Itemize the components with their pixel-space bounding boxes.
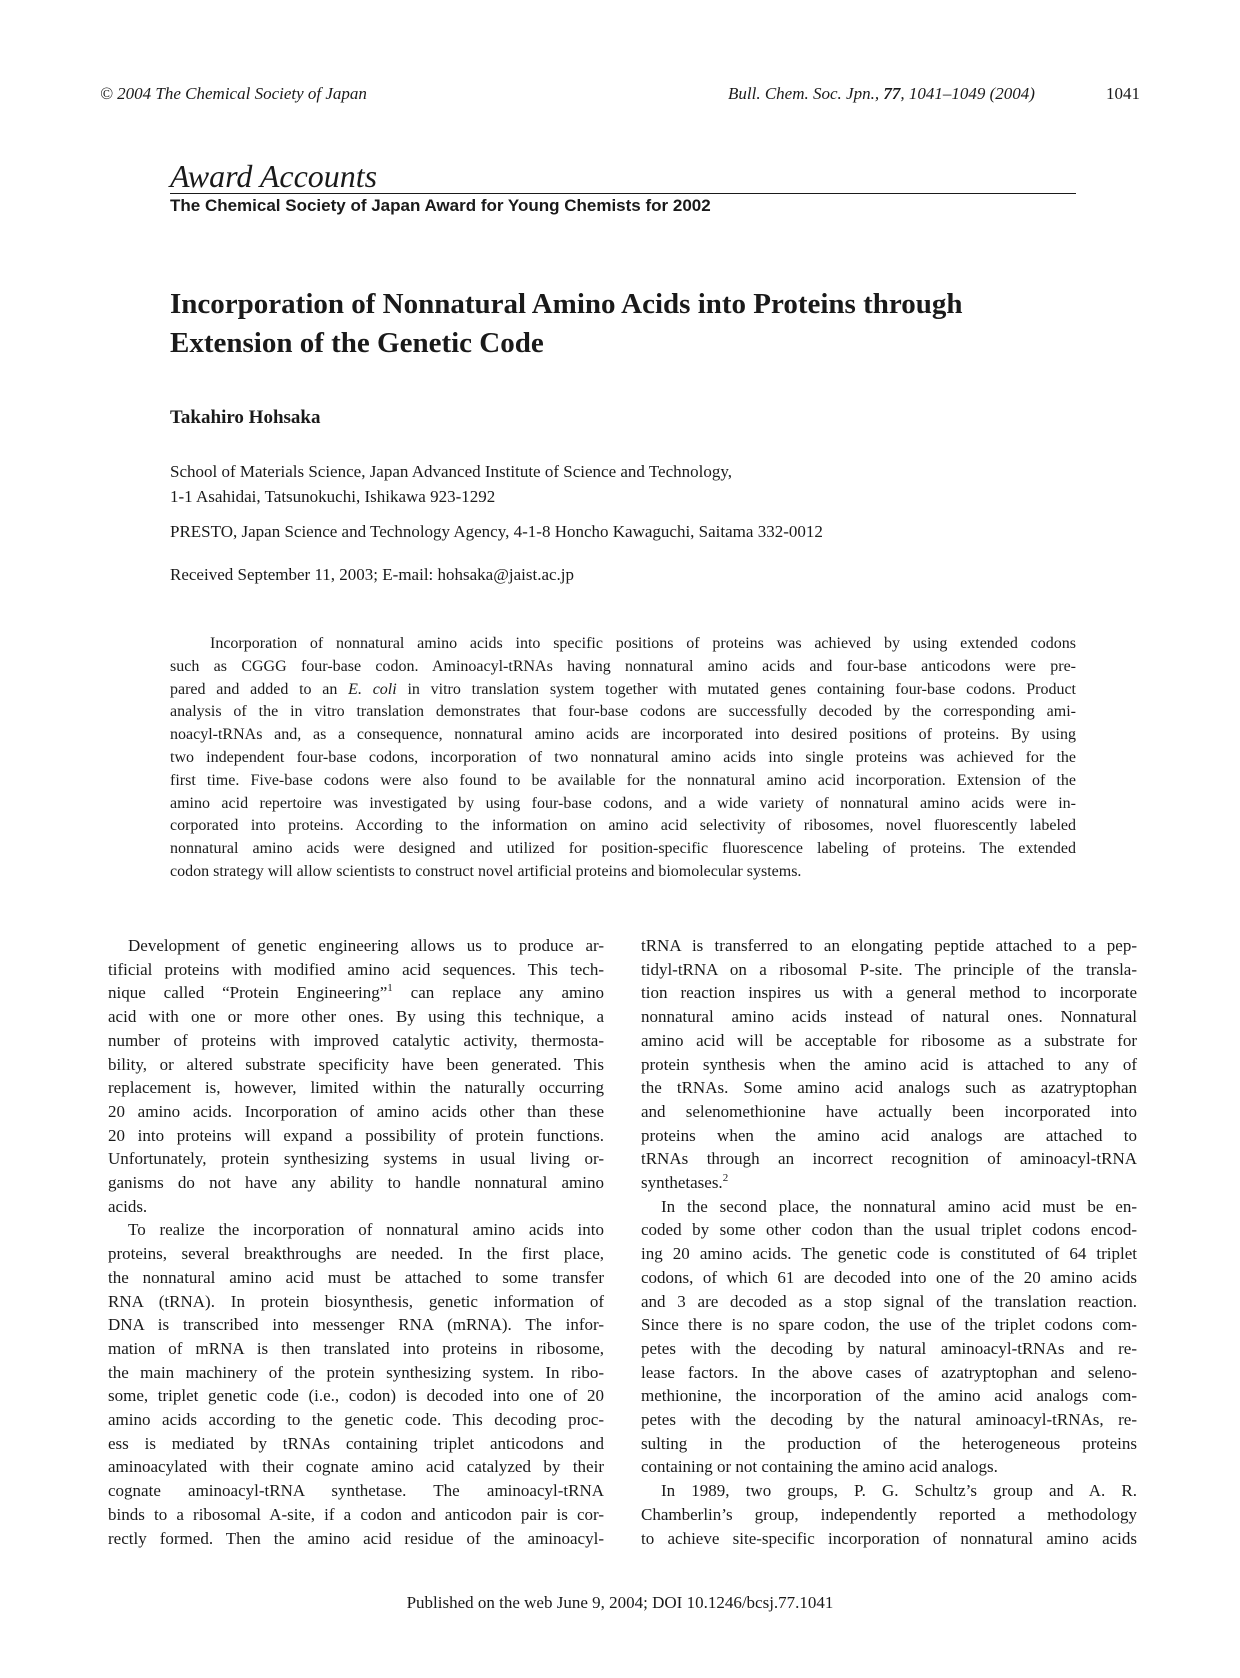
award-line: The Chemical Society of Japan Award for Young Chemists for 2002 (170, 196, 711, 215)
body-line: codons, of which 61 are decoded into one of the 20 amino acids (641, 1267, 1137, 1287)
body-column-left (108, 934, 604, 1550)
body-line: number of proteins with improved catalytic activity, thermosta- (108, 1030, 604, 1050)
body-line: acid with one or more other ones. By using this technique, a (108, 1007, 604, 1027)
body-line: amino acids according to the genetic code. This decoding proc- (108, 1410, 604, 1430)
abstract (170, 633, 1076, 884)
body-line: In the second place, the nonnatural amino acid must be en- (661, 1196, 1137, 1216)
body-line: petes with the decoding by the natural aminoacyl-tRNAs, re- (641, 1410, 1137, 1430)
abstract-line: first time. Five-base codons were also found to be available for the nonnatural amino acid incorporation. Extension of the (170, 771, 1076, 789)
body-line-text: nique called “Protein Engineering” (108, 983, 388, 1003)
journal-volume: 77 (883, 84, 901, 103)
body-line: petes with the decoding by natural aminoacyl-tRNAs and re- (641, 1338, 1137, 1358)
abstract-line: amino acid repertoire was investigated by using four-base codons, and a wide variety of nonnatural amino acids were in- (170, 794, 1076, 812)
body-line: To realize the incorporation of nonnatural amino acids into (128, 1220, 604, 1240)
body-line: binds to a ribosomal A-site, if a codon and anticodon pair is cor- (108, 1504, 604, 1524)
body-line: ing 20 amino acids. The genetic code is constituted of 64 triplet (641, 1244, 1137, 1264)
section-rule (170, 193, 1076, 194)
journal-name: Bull. Chem. Soc. Jpn., (728, 84, 880, 103)
body-line: In 1989, two groups, P. G. Schultz’s group and A. R. (661, 1481, 1137, 1501)
body-line: Development of genetic engineering allows us to produce ar- (128, 936, 604, 955)
body-line: aminoacylated with their cognate amino acid catalyzed by their (108, 1457, 604, 1477)
organism-name: E. coli (348, 680, 397, 698)
publication-footer: Published on the web June 9, 2004; DOI 10.1246/bcsj.77.1041 (406, 1593, 834, 1612)
body-line (108, 981, 604, 1005)
body-line: to achieve site-specific incorporation of nonnatural amino acids (641, 1528, 1137, 1548)
affiliation-2: PRESTO, Japan Science and Technology Agency, 4-1-8 Honcho Kawaguchi, Saitama 332-0012 (170, 522, 823, 541)
body-line: tion reaction inspires us with a general method to incorporate (641, 983, 1137, 1003)
received-date-email: Received September 11, 2003; E-mail: hohsaka@jaist.ac.jp (170, 565, 575, 584)
body-line: RNA (tRNA). In protein biosynthesis, genetic information of (108, 1291, 604, 1311)
abstract-line: corporated into proteins. According to the information on amino acid selectivity of ribosomes, novel fluorescently labeled (170, 817, 1076, 835)
body-column-right (641, 934, 1137, 1550)
body-line: coded by some other codon than the usual triplet codons encod- (641, 1220, 1137, 1240)
abstract-line: analysis of the in vitro translation demonstrates that four-base codons are successfully decoded by the corresponding ami- (170, 703, 1076, 721)
body-line: Chamberlin’s group, independently reported a methodology (641, 1504, 1137, 1524)
affiliation-1 (170, 459, 1076, 509)
body-line: Unfortunately, protein synthesizing systems in usual living or- (108, 1149, 604, 1169)
body-line: proteins, several breakthroughs are needed. In the first place, (108, 1244, 604, 1264)
copyright-header: © 2004 The Chemical Society of Japan (100, 84, 367, 103)
reference-superscript[interactable]: 1 (387, 982, 393, 995)
section-label: Award Accounts (170, 158, 378, 194)
body-line: acids. (108, 1196, 148, 1216)
body-line (641, 1171, 1137, 1195)
article-title (170, 285, 1070, 363)
body-line: 20 amino acids. Incorporation of amino acids other than these (108, 1101, 604, 1121)
abstract-line: pared and added to an E. coli in vitro translation system together with mutated genes containing four-base codons. Product (170, 680, 1077, 698)
journal-citation (728, 84, 1035, 104)
body-line: proteins when the amino acid analogs are attached to (641, 1125, 1137, 1145)
body-line: ess is mediated by tRNAs containing triplet anticodons and (108, 1433, 604, 1453)
body-line: replacement is, however, limited within the naturally occurring (108, 1078, 604, 1098)
reference-superscript[interactable]: 2 (722, 1172, 729, 1185)
abstract-line: nonnatural amino acids were designed and utilized for position-specific fluorescence labeling of proteins. The extended (170, 840, 1076, 858)
abstract-line: Incorporation of nonnatural amino acids into specific positions of proteins was achieved by using extended codons (210, 635, 1076, 652)
title-line: Extension of the Genetic Code (170, 327, 544, 359)
body-line: rectly formed. Then the amino acid residue of the aminoacyl- (108, 1528, 604, 1548)
page-number: 1041 (1106, 84, 1140, 103)
body-line: ganisms do not have any ability to handle nonnatural amino (108, 1173, 604, 1193)
author-name: Takahiro Hohsaka (170, 407, 321, 428)
body-line: containing or not containing the amino acid analogs. (641, 1457, 998, 1477)
body-line: protein synthesis when the amino acid is attached to any of (641, 1054, 1137, 1074)
body-line: tRNA is transferred to an elongating peptide attached to a pep- (641, 936, 1137, 955)
body-line-text: synthetases. (641, 1173, 723, 1193)
abstract-line: two independent four-base codons, incorporation of two nonnatural amino acids into single proteins was achieved for the (170, 748, 1076, 766)
body-line: tidyl-tRNA on a ribosomal P-site. The principle of the transla- (641, 959, 1137, 979)
body-line: nonnatural amino acids instead of natural ones. Nonnatural (641, 1007, 1137, 1027)
body-line: some, triplet genetic code (i.e., codon) is decoded into one of 20 (108, 1386, 604, 1406)
affiliation-line: 1-1 Asahidai, Tatsunokuchi, Ishikawa 923-1292 (170, 487, 496, 506)
body-line: tificial proteins with modified amino acid sequences. This tech- (108, 959, 604, 979)
body-line: mation of mRNA is then translated into proteins in ribosome, (108, 1338, 604, 1358)
body-line: and 3 are decoded as a stop signal of the translation reaction. (641, 1291, 1137, 1311)
body-line: cognate aminoacyl-tRNA synthetase. The aminoacyl-tRNA (108, 1481, 604, 1501)
body-line: the tRNAs. Some amino acid analogs such as azatryptophan (641, 1078, 1137, 1098)
body-line: DNA is transcribed into messenger RNA (mRNA). The infor- (108, 1315, 604, 1335)
body-line: lease factors. In the above cases of azatryptophan and seleno- (641, 1362, 1137, 1382)
journal-pages-year: , 1041–1049 (2004) (900, 84, 1035, 103)
abstract-line: codon strategy will allow scientists to construct novel artificial proteins and biomolecular systems. (170, 862, 802, 880)
body-line: methionine, the incorporation of the amino acid analogs com- (641, 1386, 1137, 1406)
body-line: tRNAs through an incorrect recognition of aminoacyl-tRNA (641, 1149, 1137, 1169)
body-line: bility, or altered substrate specificity have been generated. This (108, 1054, 604, 1074)
body-line: amino acid will be acceptable for ribosome as a substrate for (641, 1030, 1137, 1050)
title-line: Incorporation of Nonnatural Amino Acids into Proteins through (170, 288, 963, 320)
abstract-line: such as CGGG four-base codon. Aminoacyl-tRNAs having nonnatural amino acids and four-base anticodons were pre- (170, 657, 1076, 675)
body-line: 20 into proteins will expand a possibility of protein functions. (108, 1125, 604, 1145)
body-line: the nonnatural amino acid must be attached to some transfer (108, 1267, 604, 1287)
body-line: Since there is no spare codon, the use of the triplet codons com- (641, 1315, 1137, 1335)
body-line: and selenomethionine have actually been incorporated into (641, 1101, 1137, 1121)
affiliation-line: School of Materials Science, Japan Advanced Institute of Science and Technology, (170, 462, 733, 481)
body-line-text: can replace any amino (392, 983, 604, 1003)
body-line: the main machinery of the protein synthesizing system. In ribo- (108, 1362, 604, 1382)
body-line: sulting in the production of the heterogeneous proteins (641, 1433, 1137, 1453)
abstract-line: noacyl-tRNAs and, as a consequence, nonnatural amino acids are incorporated into desired positions of proteins. By using (170, 726, 1076, 744)
